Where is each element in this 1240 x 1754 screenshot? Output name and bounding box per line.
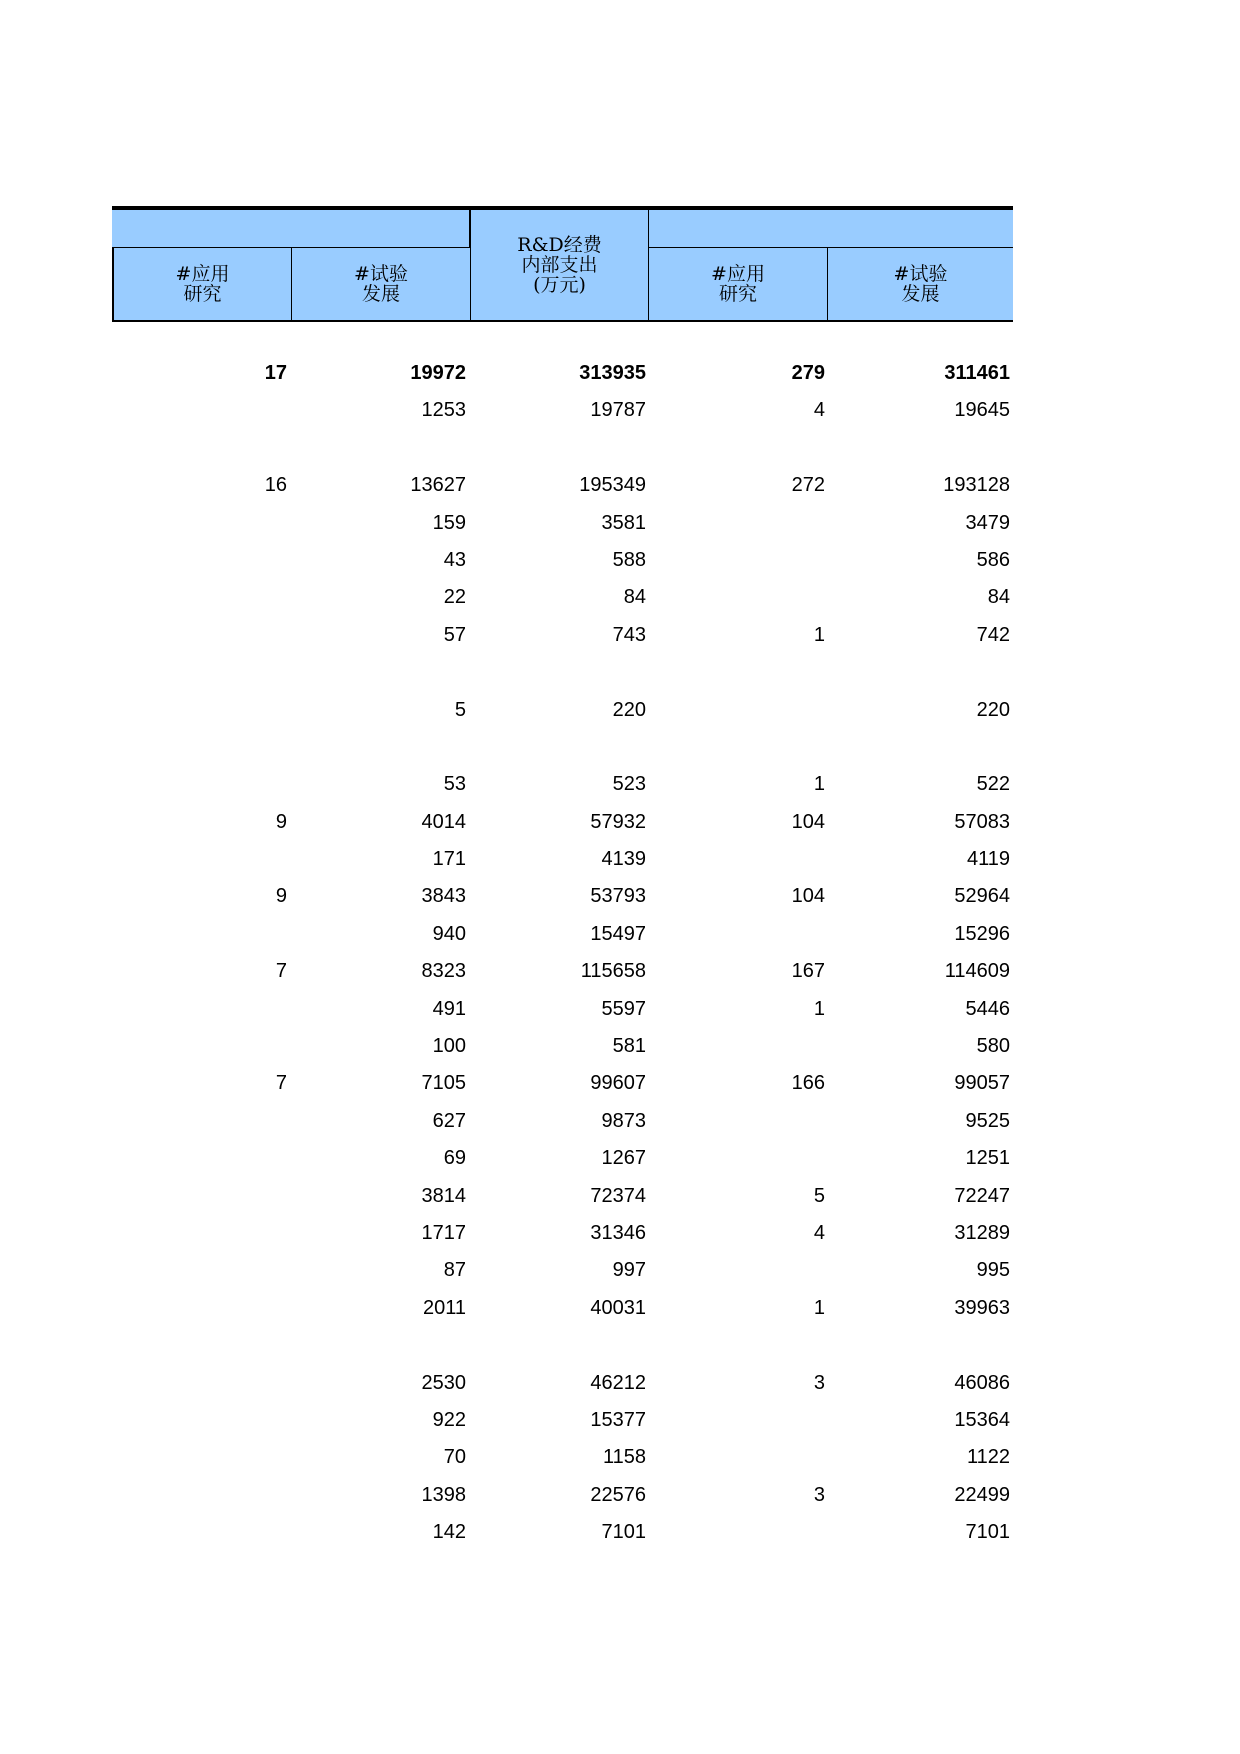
table-cell-col5: 311461 bbox=[944, 362, 1010, 384]
table-cell-col1 bbox=[112, 1514, 287, 1551]
table-cell-col4 bbox=[649, 654, 825, 691]
table-cell-col4 bbox=[649, 579, 825, 616]
table-cell-col1 bbox=[112, 692, 287, 729]
table-cell-col4: 1 bbox=[813, 1296, 825, 1319]
table-cell-col4 bbox=[649, 1402, 825, 1439]
table-cell-col2: 22 bbox=[443, 586, 466, 609]
table-row bbox=[112, 991, 1013, 1028]
table-cell-col1 bbox=[112, 542, 287, 579]
table-cell-col4 bbox=[649, 1252, 825, 1289]
table-cell-col5: 4119 bbox=[966, 848, 1010, 871]
table-cell-col1 bbox=[112, 430, 287, 467]
table-cell-col4: 4 bbox=[813, 399, 825, 422]
table-row bbox=[112, 729, 1013, 766]
table-cell-col1: 7 bbox=[275, 960, 287, 983]
table-cell-col4: 104 bbox=[791, 810, 825, 833]
table-cell-col3: 31346 bbox=[590, 1221, 646, 1244]
table-cell-col1 bbox=[112, 1028, 287, 1065]
table-cell-col4 bbox=[649, 692, 825, 729]
table-cell-col4 bbox=[649, 542, 825, 579]
table-cell-col5: 1122 bbox=[966, 1446, 1010, 1469]
table-cell-col1 bbox=[112, 1402, 287, 1439]
table-row bbox=[112, 1178, 1013, 1215]
table-cell-col5: 193128 bbox=[943, 474, 1010, 497]
table-cell-col1 bbox=[112, 729, 287, 766]
table-cell-col5: 9525 bbox=[965, 1109, 1010, 1132]
table-cell-col4: 3 bbox=[813, 1371, 825, 1394]
table-cell-col3 bbox=[470, 654, 646, 691]
table-cell-col2: 171 bbox=[432, 848, 466, 871]
table-cell-col4: 166 bbox=[791, 1072, 825, 1095]
table-cell-col1 bbox=[112, 991, 287, 1028]
table-cell-col1 bbox=[112, 1140, 287, 1177]
table-cell-col2: 19972 bbox=[410, 362, 466, 384]
table-row bbox=[112, 1252, 1013, 1289]
table-cell-col3: 1267 bbox=[601, 1147, 646, 1170]
table-cell-col4 bbox=[649, 1439, 825, 1476]
table-row bbox=[112, 1103, 1013, 1140]
table-cell-col3: 4139 bbox=[601, 848, 646, 871]
table-cell-col5: 84 bbox=[987, 586, 1010, 609]
table-row bbox=[112, 1215, 1013, 1252]
table-cell-col1 bbox=[112, 392, 287, 429]
table-cell-col2 bbox=[291, 430, 466, 467]
table-cell-col3 bbox=[470, 729, 646, 766]
table-cell-col5: 39963 bbox=[954, 1296, 1010, 1319]
table-cell-col5: 57083 bbox=[954, 810, 1010, 833]
table-cell-col5: 15296 bbox=[954, 922, 1010, 945]
table-cell-col4 bbox=[649, 1028, 825, 1065]
table-cell-col3: 72374 bbox=[590, 1184, 646, 1207]
table-cell-col4: 1 bbox=[813, 997, 825, 1020]
table-cell-col2: 43 bbox=[443, 548, 466, 571]
table-cell-col4 bbox=[649, 1514, 825, 1551]
table-cell-col4 bbox=[649, 841, 825, 878]
table-row bbox=[112, 1028, 1013, 1065]
table-cell-col2: 1253 bbox=[421, 399, 466, 422]
table-row bbox=[112, 1402, 1013, 1439]
table-cell-col3: 743 bbox=[612, 623, 646, 646]
table-cell-col5: 114609 bbox=[944, 960, 1010, 983]
table-cell-col4 bbox=[649, 1140, 825, 1177]
table-cell-col3 bbox=[470, 1327, 646, 1364]
table-cell-col3: 313935 bbox=[579, 362, 646, 384]
header-group-band-right bbox=[649, 210, 1013, 248]
table-cell-col5: 742 bbox=[976, 623, 1010, 646]
table-cell-col4: 1 bbox=[813, 623, 825, 646]
table-cell-col2: 69 bbox=[443, 1147, 466, 1170]
table-row bbox=[112, 355, 1013, 392]
table-cell-col2: 627 bbox=[432, 1109, 466, 1132]
table-row bbox=[112, 1065, 1013, 1102]
table-row bbox=[112, 1140, 1013, 1177]
table-cell-col5: 5446 bbox=[965, 997, 1010, 1020]
table-cell-col2 bbox=[291, 1327, 466, 1364]
table-row bbox=[112, 1327, 1013, 1364]
table-cell-col3: 581 bbox=[612, 1035, 646, 1058]
table-cell-col1: 9 bbox=[275, 810, 287, 833]
table-cell-col5 bbox=[828, 654, 1010, 691]
table-cell-col1 bbox=[112, 841, 287, 878]
table-row bbox=[112, 467, 1013, 504]
table-cell-col2 bbox=[291, 654, 466, 691]
table-row bbox=[112, 916, 1013, 953]
table-cell-col3: 84 bbox=[623, 586, 646, 609]
table-cell-col2: 70 bbox=[443, 1446, 466, 1469]
table-cell-col1 bbox=[112, 654, 287, 691]
table-cell-col1: 17 bbox=[264, 362, 287, 384]
table-cell-col4: 5 bbox=[813, 1184, 825, 1207]
table-cell-col2: 2011 bbox=[422, 1296, 466, 1319]
table-cell-col2: 87 bbox=[443, 1259, 466, 1282]
header-rd-internal-expenditure: R&D经费 内部支出 (万元) bbox=[470, 210, 649, 322]
table-cell-col2: 100 bbox=[432, 1035, 466, 1058]
table-cell-col3: 5597 bbox=[601, 997, 646, 1020]
table-cell-col4: 167 bbox=[791, 960, 825, 983]
table-row bbox=[112, 841, 1013, 878]
table-cell-col4: 1 bbox=[813, 773, 825, 796]
table-cell-col1 bbox=[112, 1252, 287, 1289]
table-cell-col2: 922 bbox=[432, 1408, 466, 1431]
table-cell-col2: 7105 bbox=[421, 1072, 466, 1095]
table-cell-col5: 522 bbox=[976, 773, 1010, 796]
table-cell-col5: 3479 bbox=[965, 511, 1010, 534]
table-cell-col1: 16 bbox=[264, 474, 287, 497]
table-cell-col1 bbox=[112, 505, 287, 542]
table-cell-col1: 9 bbox=[275, 885, 287, 908]
table-cell-col5: 99057 bbox=[954, 1072, 1010, 1095]
table-row bbox=[112, 654, 1013, 691]
table-cell-col5: 19645 bbox=[954, 399, 1010, 422]
table-cell-col3: 3581 bbox=[601, 511, 646, 534]
table-cell-col4 bbox=[649, 505, 825, 542]
table-cell-col3: 22576 bbox=[590, 1483, 646, 1506]
table-cell-col1: 7 bbox=[275, 1072, 287, 1095]
table-cell-col1 bbox=[112, 1439, 287, 1476]
table-cell-col3: 220 bbox=[612, 698, 646, 721]
table-cell-col5: 586 bbox=[976, 548, 1010, 571]
table-cell-col3: 195349 bbox=[579, 474, 646, 497]
table-cell-col5: 22499 bbox=[954, 1483, 1010, 1506]
table-cell-col2: 491 bbox=[432, 997, 466, 1020]
table-row bbox=[112, 1290, 1013, 1327]
table-row bbox=[112, 542, 1013, 579]
table-cell-col2: 8323 bbox=[421, 960, 466, 983]
table-cell-col3 bbox=[470, 430, 646, 467]
table-cell-col1 bbox=[112, 1327, 287, 1364]
table-cell-col1 bbox=[112, 766, 287, 803]
table-row bbox=[112, 804, 1013, 841]
table-cell-col1 bbox=[112, 1365, 287, 1402]
table-cell-col5: 995 bbox=[976, 1259, 1010, 1282]
table-cell-col4: 4 bbox=[813, 1221, 825, 1244]
table-row bbox=[112, 1365, 1013, 1402]
table-cell-col2: 2530 bbox=[421, 1371, 466, 1394]
table-cell-col4: 104 bbox=[791, 885, 825, 908]
table-row bbox=[112, 579, 1013, 616]
table-row bbox=[112, 692, 1013, 729]
table-cell-col2: 57 bbox=[443, 623, 466, 646]
table-cell-col5: 7101 bbox=[965, 1521, 1010, 1544]
table-row bbox=[112, 430, 1013, 467]
table-cell-col4 bbox=[649, 916, 825, 953]
table-cell-col1 bbox=[112, 1477, 287, 1514]
table-cell-col3: 99607 bbox=[590, 1072, 646, 1095]
table-cell-col3: 19787 bbox=[590, 399, 646, 422]
table-cell-col1 bbox=[112, 1178, 287, 1215]
table-row bbox=[112, 1514, 1013, 1551]
table-row bbox=[112, 1477, 1013, 1514]
table-cell-col4 bbox=[649, 729, 825, 766]
table-cell-col2: 13627 bbox=[410, 474, 466, 497]
table-body bbox=[112, 355, 1013, 1552]
table-cell-col2: 142 bbox=[432, 1521, 466, 1544]
header-applied-research-1: #应用 研究 bbox=[112, 247, 292, 322]
table-cell-col3: 53793 bbox=[590, 885, 646, 908]
table-cell-col2: 940 bbox=[432, 922, 466, 945]
table-cell-col5: 72247 bbox=[954, 1184, 1010, 1207]
table-cell-col5: 220 bbox=[976, 698, 1010, 721]
table-cell-col4: 3 bbox=[813, 1483, 825, 1506]
table-cell-col2: 3814 bbox=[421, 1184, 466, 1207]
table-cell-col3: 46212 bbox=[590, 1371, 646, 1394]
table-cell-col5: 52964 bbox=[954, 885, 1010, 908]
table-cell-col2: 53 bbox=[443, 773, 466, 796]
table-cell-col1 bbox=[112, 1215, 287, 1252]
table-row bbox=[112, 617, 1013, 654]
header-experimental-development-2: #试验 发展 bbox=[827, 247, 1013, 322]
table-cell-col1 bbox=[112, 1290, 287, 1327]
table-cell-col3: 997 bbox=[612, 1259, 646, 1282]
table-cell-col5: 46086 bbox=[954, 1371, 1010, 1394]
table-cell-col5 bbox=[828, 729, 1010, 766]
table-cell-col5: 580 bbox=[976, 1035, 1010, 1058]
table-cell-col5 bbox=[828, 430, 1010, 467]
table-cell-col2 bbox=[291, 729, 466, 766]
table-cell-col2: 4014 bbox=[421, 810, 466, 833]
header-applied-research-2: #应用 研究 bbox=[648, 247, 828, 322]
table-cell-col3: 588 bbox=[612, 548, 646, 571]
table-cell-col2: 5 bbox=[454, 698, 466, 721]
table-cell-col4 bbox=[649, 430, 825, 467]
table-cell-col5 bbox=[828, 1327, 1010, 1364]
table-cell-col2: 1717 bbox=[421, 1221, 466, 1244]
table-cell-col3: 15497 bbox=[590, 922, 646, 945]
table-cell-col1 bbox=[112, 617, 287, 654]
table-row bbox=[112, 766, 1013, 803]
table-cell-col5: 15364 bbox=[954, 1408, 1010, 1431]
table-cell-col3: 40031 bbox=[590, 1296, 646, 1319]
table-cell-col4 bbox=[649, 1327, 825, 1364]
table-cell-col3: 57932 bbox=[590, 810, 646, 833]
table-cell-col3: 523 bbox=[612, 773, 646, 796]
table-cell-col3: 1158 bbox=[602, 1446, 646, 1469]
table-row bbox=[112, 505, 1013, 542]
table-cell-col5: 31289 bbox=[954, 1221, 1010, 1244]
table-cell-col2: 1398 bbox=[421, 1483, 466, 1506]
header-group-band-left bbox=[112, 210, 470, 248]
table-cell-col1 bbox=[112, 1103, 287, 1140]
table-cell-col1 bbox=[112, 916, 287, 953]
table-cell-col3: 15377 bbox=[590, 1408, 646, 1431]
table-cell-col2: 3843 bbox=[421, 885, 466, 908]
table-row bbox=[112, 1439, 1013, 1476]
table-cell-col3: 115658 bbox=[580, 960, 646, 983]
table-cell-col4 bbox=[649, 1103, 825, 1140]
table-row bbox=[112, 878, 1013, 915]
table-cell-col5: 1251 bbox=[965, 1147, 1010, 1170]
table-cell-col4: 279 bbox=[791, 362, 825, 384]
table-row bbox=[112, 953, 1013, 990]
table-cell-col2: 159 bbox=[432, 511, 466, 534]
table-cell-col3: 7101 bbox=[601, 1521, 646, 1544]
table-row bbox=[112, 392, 1013, 429]
table-cell-col1 bbox=[112, 579, 287, 616]
table-cell-col3: 9873 bbox=[601, 1109, 646, 1132]
header-experimental-development-1: #试验 发展 bbox=[291, 247, 471, 322]
table-cell-col4: 272 bbox=[791, 474, 825, 497]
